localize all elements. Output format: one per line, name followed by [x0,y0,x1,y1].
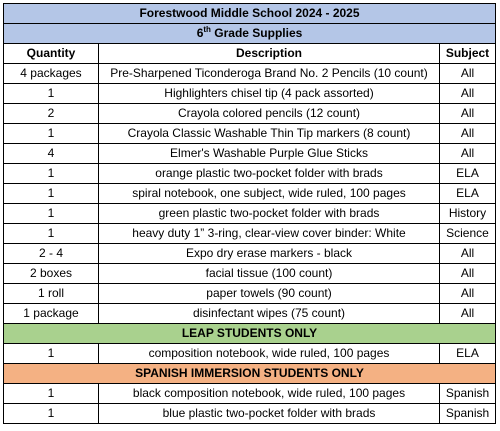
description-cell: Highlighters chisel tip (4 pack assorted) [99,84,440,104]
description-cell: composition notebook, wide ruled, 100 pages [99,344,440,364]
subject-cell: All [440,284,496,304]
description-cell: spiral notebook, one subject, wide ruled, 100 pages [99,184,440,204]
leap-heading: LEAP STUDENTS ONLY [4,324,496,344]
supply-list-table [3,3,496,424]
quantity-cell: 1 [4,84,99,104]
description-cell: black composition notebook, wide ruled, 100 pages [99,384,440,404]
subject-cell: All [440,244,496,264]
grade-number: 6 [196,26,204,40]
subject-cell: Spanish [440,384,496,404]
quantity-cell: 1 [4,404,99,424]
leap-section-row [4,324,496,344]
subject-cell: History [440,204,496,224]
quantity-cell: 4 [4,144,99,164]
table-row [4,64,496,84]
subject-cell: ELA [440,164,496,184]
subject-cell: All [440,144,496,164]
quantity-cell: 4 packages [4,64,99,84]
general-supplies [4,64,496,324]
table-row [4,184,496,204]
description-cell: Crayola colored pencils (12 count) [99,104,440,124]
table-row [4,264,496,284]
quantity-cell: 2 [4,104,99,124]
quantity-cell: 1 [4,224,99,244]
table-row [4,104,496,124]
grade-subtitle [4,24,496,44]
description-cell: facial tissue (100 count) [99,264,440,284]
quantity-cell: 1 [4,164,99,184]
quantity-cell: 2 boxes [4,264,99,284]
title-row [4,4,496,24]
school-title: Forestwood Middle School 2024 - 2025 [4,4,496,24]
subject-cell: All [440,64,496,84]
quantity-cell: 1 [4,384,99,404]
column-header-row [4,44,496,64]
description-cell: Expo dry erase markers - black [99,244,440,264]
description-cell: paper towels (90 count) [99,284,440,304]
grade-subtitle-text: Grade Supplies [210,26,303,40]
spanish-heading: SPANISH IMMERSION STUDENTS ONLY [4,364,496,384]
table-row [4,384,496,404]
description-cell: Pre-Sharpened Ticonderoga Brand No. 2 Pencils (10 count) [99,64,440,84]
subject-cell: All [440,104,496,124]
quantity-cell: 1 [4,344,99,364]
spanish-supplies [4,384,496,424]
description-cell: disinfectant wipes (75 count) [99,304,440,324]
spanish-section-row [4,364,496,384]
quantity-cell: 2 - 4 [4,244,99,264]
header-quantity: Quantity [4,44,99,64]
subject-cell: All [440,264,496,284]
description-cell: Elmer's Washable Purple Glue Sticks [99,144,440,164]
table-row [4,144,496,164]
table-row [4,164,496,184]
subject-cell: All [440,124,496,144]
table-row [4,224,496,244]
description-cell: heavy duty 1” 3-ring, clear-view cover binder: White [99,224,440,244]
subject-cell: All [440,304,496,324]
subject-cell: ELA [440,184,496,204]
description-cell: green plastic two-pocket folder with brads [99,204,440,224]
table-row [4,124,496,144]
subject-cell: Spanish [440,404,496,424]
quantity-cell: 1 [4,204,99,224]
table-row [4,344,496,364]
description-cell: blue plastic two-pocket folder with brads [99,404,440,424]
subject-cell: Science [440,224,496,244]
subject-cell: ELA [440,344,496,364]
description-cell: Crayola Classic Washable Thin Tip markers (8 count) [99,124,440,144]
subtitle-row [4,24,496,44]
quantity-cell: 1 [4,124,99,144]
table-row [4,304,496,324]
quantity-cell: 1 [4,184,99,204]
table-row [4,84,496,104]
subject-cell: All [440,84,496,104]
table-row [4,404,496,424]
table-row [4,284,496,304]
quantity-cell: 1 roll [4,284,99,304]
header-subject: Subject [440,44,496,64]
table-row [4,204,496,224]
grade-ordinal: th [203,25,211,34]
quantity-cell: 1 package [4,304,99,324]
header-description: Description [99,44,440,64]
description-cell: orange plastic two-pocket folder with brads [99,164,440,184]
leap-supplies [4,344,496,364]
table-row [4,244,496,264]
